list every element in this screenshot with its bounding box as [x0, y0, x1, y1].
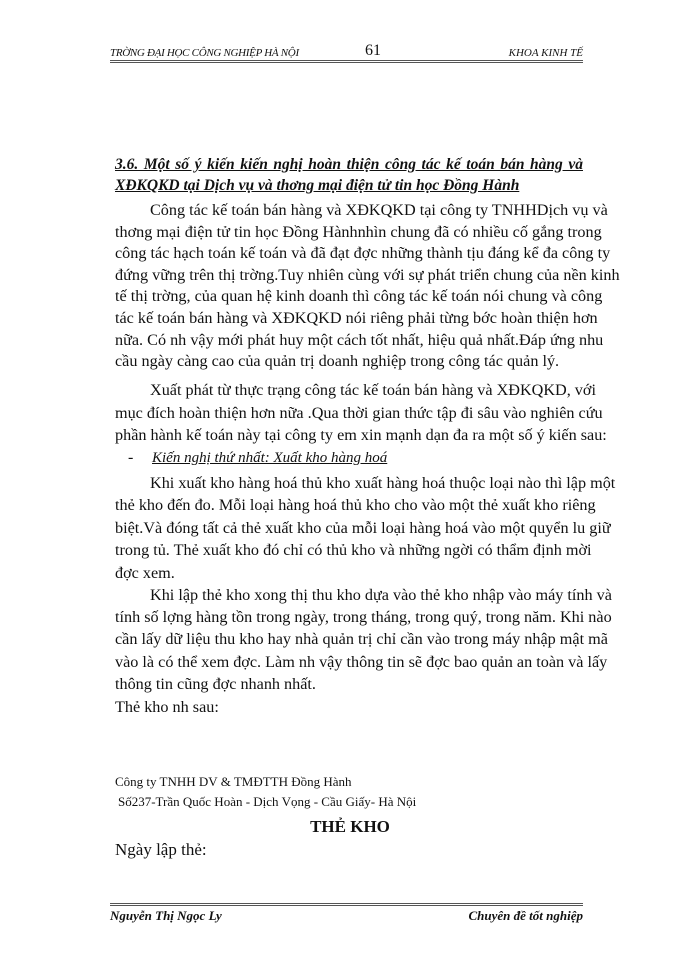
para3-line: trong tủ. Thẻ xuất kho đó chỉ có thủ kho và những ngời có thẩm định mời	[115, 541, 592, 560]
para1-line: tác kế toán bán hàng và XĐKQKD nói riêng phải từng bớc hoàn thiện hơn	[115, 309, 598, 327]
para4-line: Khi lập thẻ kho xong thị thu kho dựa vào thẻ kho nhập vào máy tính và	[150, 586, 612, 604]
intro-text: Thẻ kho nh sau:	[115, 698, 219, 716]
para1-line: nữa. Có nh vậy mới phát huy một cách tốt nhất, hiệu quả nhất.Đáp ứng nhu	[115, 330, 604, 349]
para4-line: vào là có thể xem đợc. Làm nh vậy thông tin sẽ đợc bao quản an toàn và lấy	[115, 652, 608, 671]
footer-author: Nguyễn Thị Ngọc Ly	[110, 908, 222, 923]
form-date-label: Ngày lập thẻ:	[115, 840, 207, 859]
para3-line: đợc xem.	[115, 563, 175, 582]
footer-doc-type: Chuyên đề tốt nghiệp	[468, 908, 583, 923]
para3-line: biệt.Và đóng tất cả thẻ xuất kho của mỗi loại hàng hoá vào một quyển lu giữ	[115, 518, 611, 537]
para3-line: thẻ kho đến đo. Mỗi loại hàng hoá thủ kho cho vào một thẻ xuất kho riêng	[115, 496, 596, 515]
header-faculty: KHOA KINH TẾ	[508, 47, 583, 59]
form-title: THẺ KHO	[310, 817, 390, 836]
para2-line: mục đích hoàn thiện hơn nữa .Qua thời gian thức tập đi sâu vào nghiên cứu	[115, 403, 603, 422]
para1-line: công tác hạch toán kế toán và đã đạt đợc những thành tịu đáng kể đa công ty	[115, 244, 611, 263]
form-address: Số237-Trần Quốc Hoàn - Dịch Vọng - Cầu Giấy- Hà Nội	[118, 794, 417, 809]
para1-line: cầu ngày càng cao của quản trị doanh nghiệp trong công tác quản lý.	[115, 352, 560, 371]
form-company: Công ty TNHH DV & TMĐTTH Đồng Hành	[115, 774, 352, 789]
para4-line: thông tin cũng đợc nhanh nhất.	[115, 674, 316, 693]
page-header	[110, 40, 583, 63]
section-heading-line-1: 3.6. Một số ý kiến kiến nghị hoàn thiện công tác kế toán bán hàng và	[115, 156, 583, 173]
para3-line: Khi xuất kho hàng hoá thủ kho xuất hàng hoá thuộc loại nào thì lập một	[150, 474, 616, 492]
para1-line: Công tác kế toán bán hàng và XĐKQKD tại công ty TNHHDịch vụ và	[150, 201, 608, 219]
para1-line: thơng mại điện tử tin học Đồng Hànhnhìn chung đã có nhiều cố gắng trong	[115, 222, 602, 241]
para4-line: tính số lợng hàng tồn trong ngày, trong tháng, trong quý, trong năm. Khi nào	[115, 608, 612, 627]
para1-line: tế thị trờng, của quan hệ kinh doanh thì công tác kế toán nói chung và công	[115, 287, 603, 306]
para2-line: phần hành kế toán này tại công ty em xin mạnh dạn đa ra một số ý kiến sau:	[115, 426, 607, 444]
bullet-marker: -	[128, 449, 134, 466]
para1-line: đứng vững trên thị trờng.Tuy nhiên cùng với sự phát triển chung của nền kinh	[115, 265, 620, 284]
page-number: 61	[365, 42, 381, 59]
bullet-heading: Kiến nghị thứ nhất: Xuất kho hàng hoá	[152, 450, 388, 466]
header-school: TRỜNG ĐẠI HỌC CÔNG NGHIỆP HÀ NỘI	[110, 47, 299, 59]
para2-line: Xuất phát từ thực trạng công tác kế toán bán hàng và XĐKQKD, với	[150, 381, 596, 399]
section-heading-line-2: XĐKQKD tại Dịch vụ và thơng mại điện tử tin học Đồng Hành	[115, 177, 520, 194]
para4-line: cần lấy dữ liệu thu kho hay nhà quản trị chỉ cần vào trong máy nhập mật mã	[115, 630, 608, 649]
page-footer	[110, 903, 583, 923]
